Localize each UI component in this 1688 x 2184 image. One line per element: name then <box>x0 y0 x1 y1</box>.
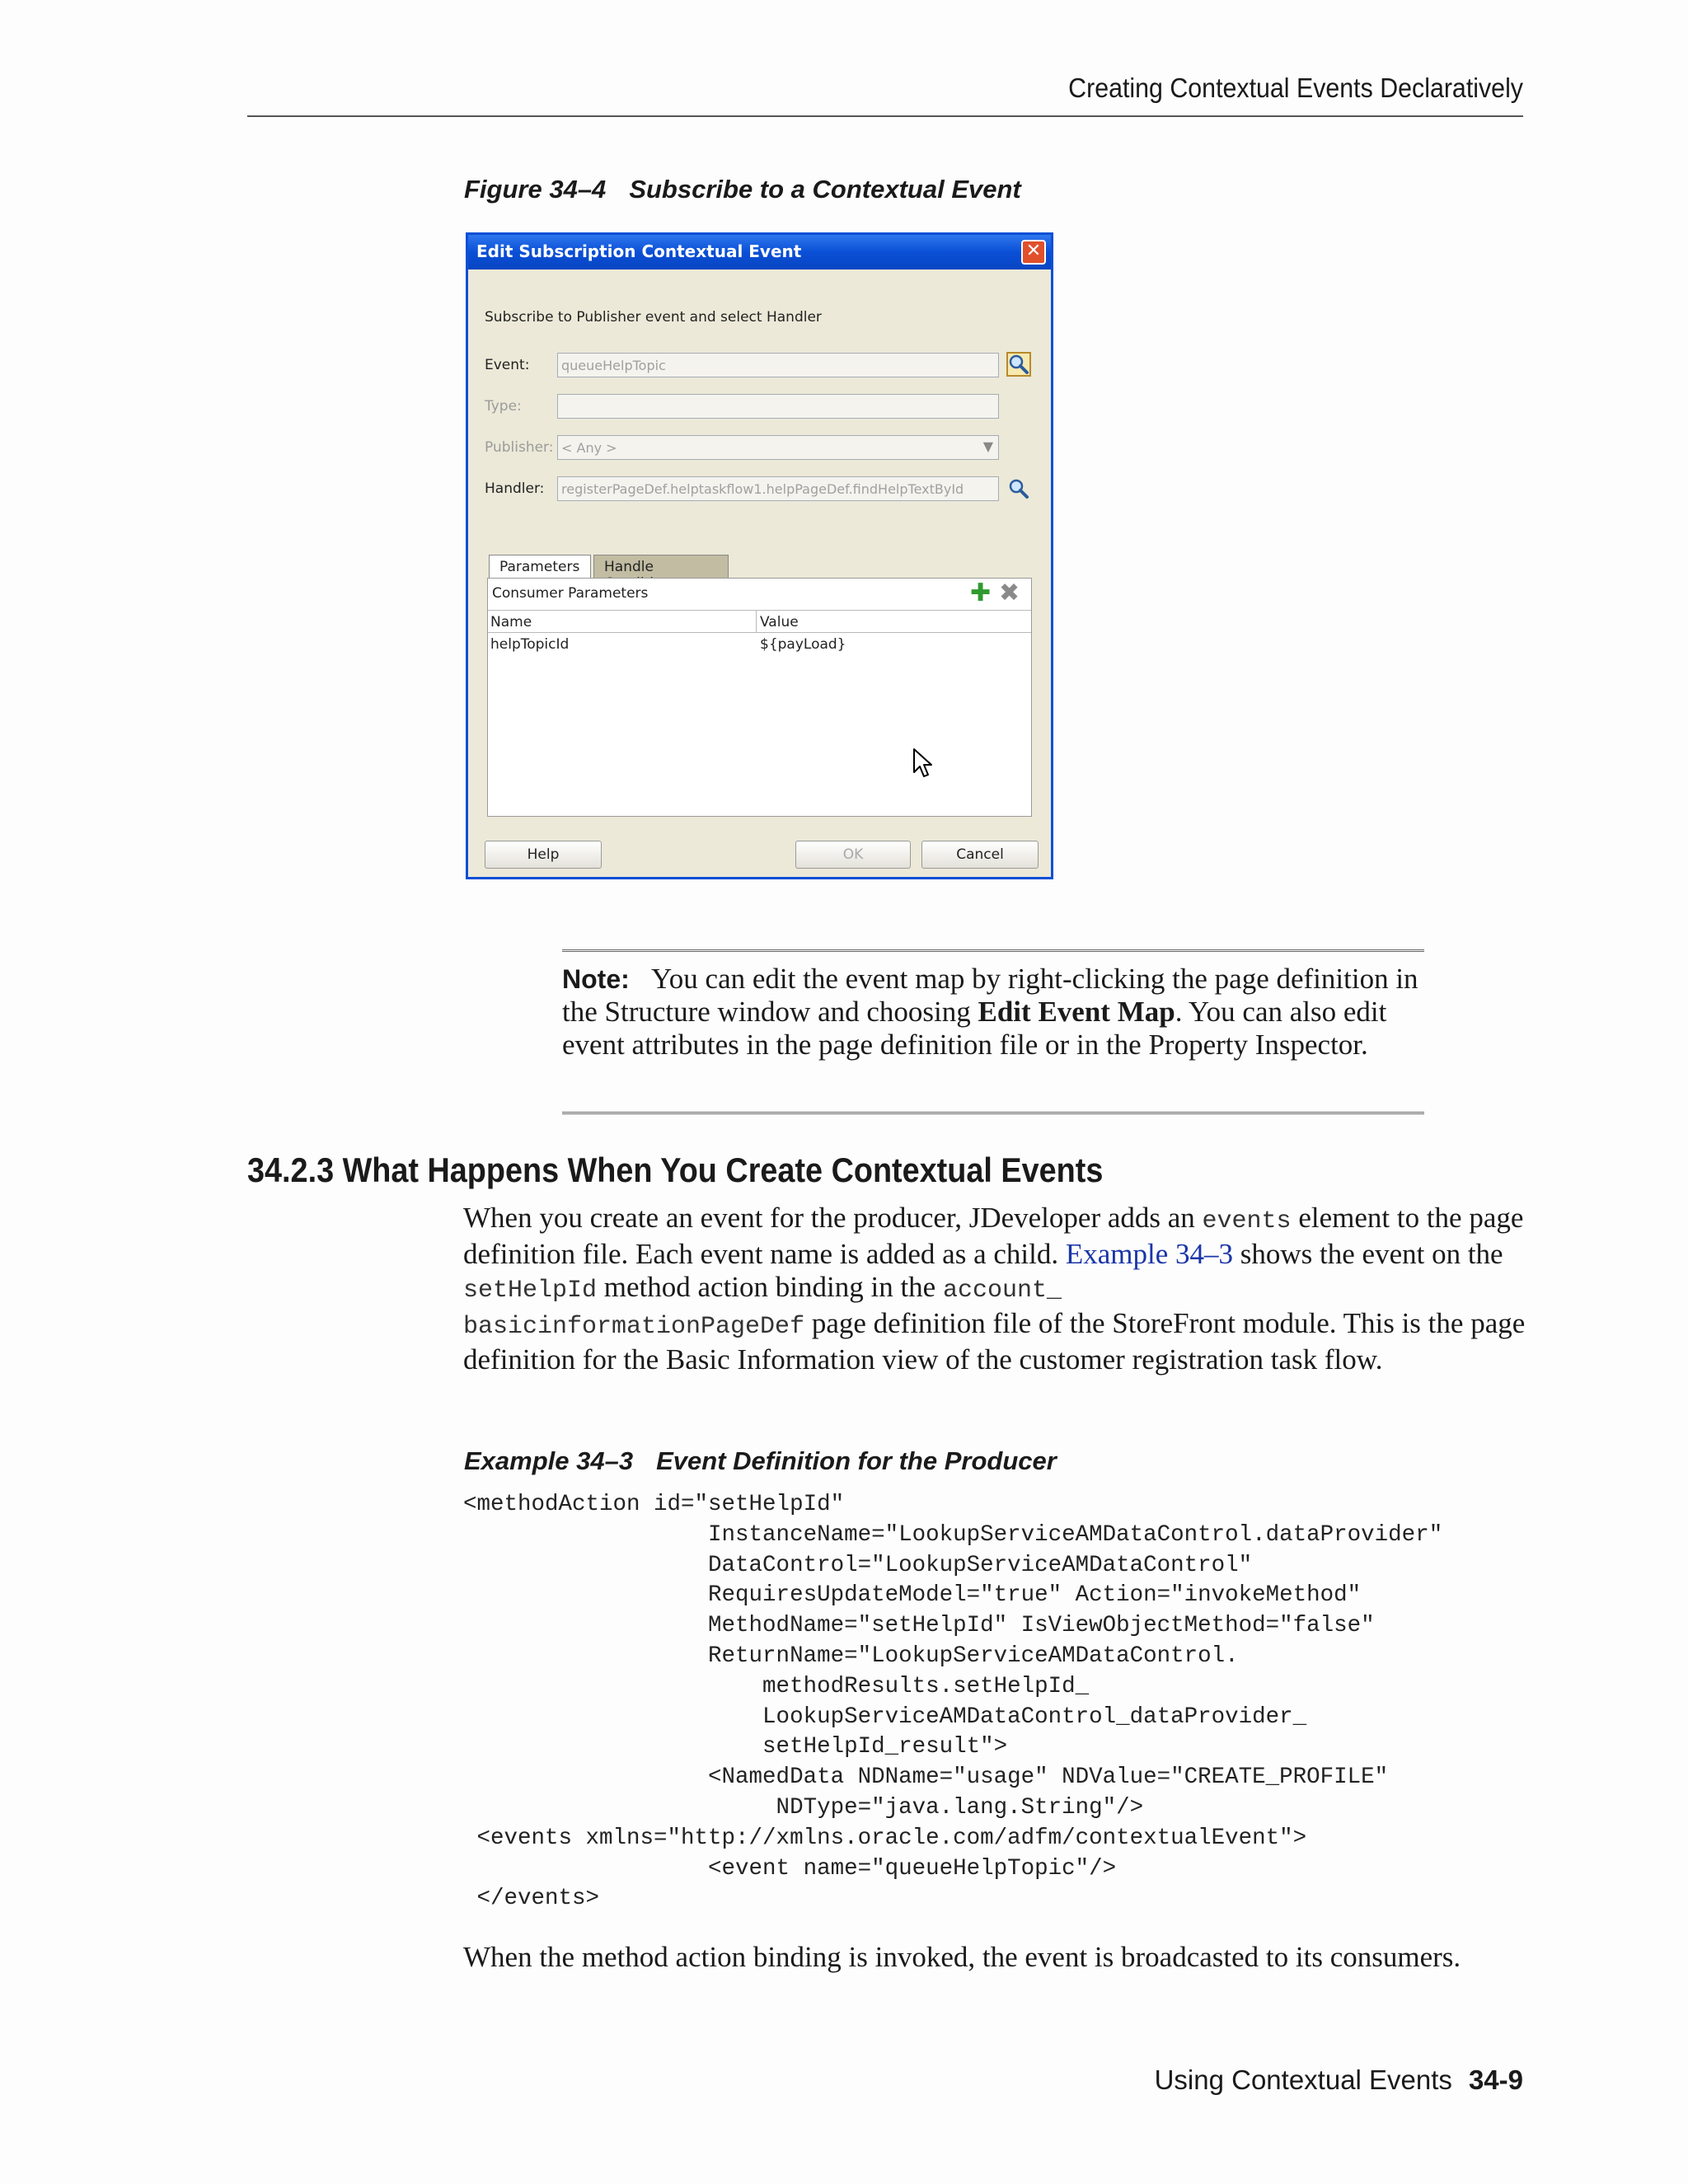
body-text: shows the event on the <box>1233 1238 1503 1270</box>
event-search-icon[interactable] <box>1006 352 1031 377</box>
footer-chapter: Using Contextual Events <box>1154 2064 1452 2095</box>
event-label: Event: <box>485 357 530 373</box>
publisher-select[interactable] <box>557 435 999 460</box>
running-header: Creating Contextual Events Declaratively <box>1068 73 1523 103</box>
code-term: events <box>1202 1207 1292 1235</box>
type-input[interactable] <box>557 394 999 419</box>
consumer-parameters-label: Consumer Parameters <box>492 585 649 602</box>
body-paragraph <box>463 1202 1535 1376</box>
code-term: basicinformationPageDef <box>463 1313 805 1341</box>
close-button[interactable]: ✕ <box>1021 240 1046 265</box>
row-value: ${payLoad} <box>760 636 846 653</box>
publisher-label: Publisher: <box>485 439 554 456</box>
column-header-name: Name <box>490 614 532 630</box>
help-button[interactable]: Help <box>485 841 602 869</box>
cancel-button[interactable]: Cancel <box>921 841 1039 869</box>
tab-handle-condition[interactable]: Handle <box>593 555 729 579</box>
body-text: When you create an event for the producer, JDeveloper adds an <box>463 1202 1203 1234</box>
example-link[interactable]: Example 34–3 <box>1065 1238 1234 1270</box>
row-name: helpTopicId <box>490 636 570 653</box>
type-label: Type: <box>485 398 522 415</box>
section-heading: 34.2.3 What Happens When You Create Contextual Events <box>247 1151 1104 1189</box>
chevron-down-icon: ▼ <box>982 438 993 454</box>
handler-input[interactable]: registerPageDef.helptaskflow1.helpPageDef.findHelpTextById <box>557 476 999 501</box>
parameters-panel <box>487 578 1032 817</box>
body-text: page definition file of the StoreFront module. This is the page definition for the Basic Information view of the customer registration task flow. <box>463 1307 1526 1376</box>
parameters-table-header <box>488 610 1031 633</box>
note-bottom-rule <box>562 1112 1424 1114</box>
example-title: Event Definition for the Producer <box>656 1446 1057 1475</box>
note-top-rule <box>562 949 1424 952</box>
handler-label: Handler: <box>485 480 545 497</box>
body-text: method action binding in the <box>597 1271 943 1303</box>
body-text: element to the page definition file. Each event name is added as a child. <box>463 1202 1524 1270</box>
event-input[interactable]: queueHelpTopic <box>557 353 999 377</box>
mouse-cursor-icon <box>912 748 934 779</box>
code-block: <methodAction id="setHelpId" InstanceName="LookupServiceAMDataControl.dataProvider" DataControl="LookupServiceAMDataControl" RequiresUpdateModel="true" Action="invokeMethod" MethodName="setHelpId" IsViewObjectMethod="false" ReturnName="LookupServiceAMDataControl. methodResults.setHelpId_ LookupServiceAMDataControl_dataProvider_ setHelpId_result"> <NamedData NDName="usage" NDValue="CREATE_PROFILE" NDType="java.lang.String"/> <events xmlns="http://xmlns.oracle.com/adfm/contextualEvent"> <event name="queueHelpTopic"/> </events> <box>463 1492 1443 1912</box>
note-bold: Edit Event Map <box>978 996 1175 1028</box>
column-header-value: Value <box>760 614 799 630</box>
code-term: setHelpId <box>463 1277 598 1305</box>
header-rule <box>247 115 1523 117</box>
example-caption <box>464 1446 1057 1476</box>
delete-icon[interactable]: ✖ <box>999 579 1020 607</box>
figure-title: Subscribe to a Contextual Event <box>629 175 1021 204</box>
note-text-after: . You can also edit event attributes in the page definition file or in the Property Inspector. <box>562 996 1387 1061</box>
publisher-value: < Any > <box>561 440 617 456</box>
closing-paragraph: When the method action binding is invoked, the event is broadcasted to its consumers. <box>463 1941 1461 1973</box>
dialog-titlebar <box>468 235 1051 269</box>
note <box>562 963 1436 1062</box>
page-number: 34-9 <box>1468 2064 1523 2095</box>
ok-button[interactable]: OK <box>795 841 911 869</box>
page-footer <box>907 2064 1523 2096</box>
table-row[interactable] <box>488 633 1031 656</box>
edit-subscription-dialog <box>466 232 1053 879</box>
code-term: account_ <box>942 1277 1062 1305</box>
add-icon[interactable]: ✚ <box>970 579 992 607</box>
dialog-title: Edit Subscription Contextual Event <box>476 241 802 261</box>
example-label: Example 34–3 <box>464 1446 634 1475</box>
dialog-instruction: Subscribe to Publisher event and select Handler <box>485 309 822 326</box>
note-text-before: You can edit the event map by right-clicking the page definition in the Structure window and choosing <box>562 963 1418 1028</box>
handler-search-icon[interactable] <box>1006 476 1031 501</box>
note-label: Note: <box>562 964 630 994</box>
figure-label: Figure 34–4 <box>464 175 607 204</box>
tab-parameters[interactable]: Parameters <box>489 555 591 579</box>
column-divider <box>756 611 757 632</box>
figure-caption <box>464 175 1021 204</box>
